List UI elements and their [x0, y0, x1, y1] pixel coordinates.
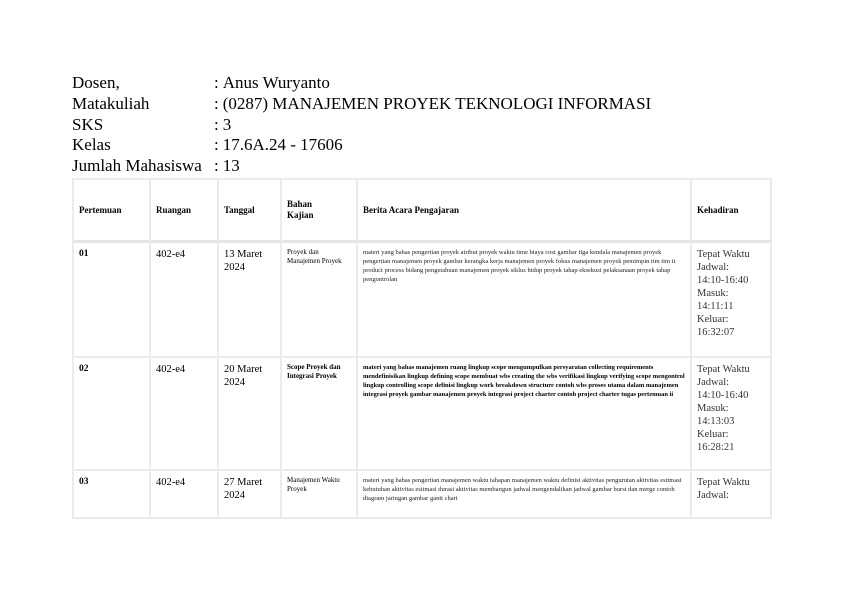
masuk-value: 14:11:11 [697, 301, 734, 312]
table-row [72, 358, 772, 471]
cell-ruangan: 402-e4 [151, 358, 219, 471]
separator: : [214, 93, 219, 113]
attendance-status: Tepat Waktu [697, 249, 750, 260]
separator: : [214, 156, 219, 176]
table-row [72, 243, 772, 358]
col-header-pertemuan: Pertemuan [72, 178, 151, 243]
jadwal-label: Jadwal: [697, 490, 730, 501]
masuk-label: Masuk: [697, 288, 729, 299]
jumlah-mahasiswa-value: 13 [222, 156, 240, 176]
matakuliah-label: Matakuliah [72, 93, 150, 113]
attendance-status: Tepat Waktu [697, 364, 750, 375]
jadwal-label: Jadwal: [697, 377, 730, 388]
cell-pertemuan: 02 [72, 358, 151, 471]
cell-tanggal: 13 Maret 2024 [219, 243, 282, 358]
col-header-berita-acara: Berita Acara Pengajaran [358, 178, 692, 243]
keluar-label: Keluar: [697, 314, 729, 325]
jadwal-label: Jadwal: [697, 262, 730, 273]
course-info-header [72, 73, 651, 177]
cell-kehadiran [692, 471, 772, 519]
masuk-label: Masuk: [697, 403, 729, 414]
cell-berita-acara: materi yang bahas pengertian proyek atribut proyek waktu time biaya cost gambar tiga kendala manajemen proyek pengertian manajemen proyek gambar kerangka kerja manajemen proyek fokus manajemen proyek pemimpin tim tim it product process bidang pengetahuan manajemen proyek siklus hidup proyek tahap eksekusi pelaksanaan proyek tahap pengontrolan [358, 243, 692, 358]
cell-tanggal: 20 Maret 2024 [219, 358, 282, 471]
cell-bahan-kajian: Proyek dan Manajemen Proyek [282, 243, 358, 358]
separator: : [214, 114, 219, 134]
cell-kehadiran [692, 358, 772, 471]
matakuliah-row [72, 94, 651, 115]
jadwal-value: 14:10-16:40 [697, 390, 749, 401]
separator: : [214, 135, 219, 155]
cell-ruangan: 402-e4 [151, 471, 219, 519]
col-header-bahan-kajian [282, 178, 358, 243]
cell-kehadiran [692, 243, 772, 358]
col-header-tanggal: Tanggal [219, 178, 282, 243]
jadwal-value: 14:10-16:40 [697, 275, 749, 286]
cell-bahan-kajian: Manajemen Waktu Proyek [282, 471, 358, 519]
kelas-row [72, 135, 651, 156]
sks-row [72, 115, 651, 136]
col-header-bahan-line1: Bahan [287, 199, 313, 209]
table-row [72, 471, 772, 519]
dosen-row [72, 73, 651, 94]
sks-label: SKS [72, 114, 104, 134]
keluar-value: 16:28:21 [697, 442, 735, 453]
matakuliah-value: (0287) MANAJEMEN PROYEK TEKNOLOGI INFORMASI [222, 93, 652, 113]
cell-tanggal: 27 Maret 2024 [219, 471, 282, 519]
jumlah-mahasiswa-label: Jumlah Mahasiswa [72, 156, 202, 176]
keluar-value: 16:32:07 [697, 327, 735, 338]
col-header-bahan-line2: Kajian [287, 210, 314, 220]
cell-bahan-kajian: Scope Proyek dan Integrasi Proyek [282, 358, 358, 471]
sks-value: 3 [222, 114, 232, 134]
cell-pertemuan: 03 [72, 471, 151, 519]
cell-ruangan: 402-e4 [151, 243, 219, 358]
col-header-kehadiran: Kehadiran [692, 178, 772, 243]
kelas-value: 17.6A.24 - 17606 [222, 135, 343, 155]
dosen-value: Anus Wuryanto [222, 73, 330, 92]
col-header-ruangan: Ruangan [151, 178, 219, 243]
masuk-value: 14:13:03 [697, 416, 735, 427]
separator: : [214, 73, 219, 92]
cell-berita-acara: materi yang bahas pengertian manajemen waktu tahapan manajemen waktu definisi aktivitas pengurutan aktivitas estimasi kebutuhan aktivitas estimasi durasi aktivitas membangun jadwal mengendalikan jadwal gambar burst dan merge contoh diagram jaringan gambar gantt chart [358, 471, 692, 519]
cell-pertemuan: 01 [72, 243, 151, 358]
jumlah-mahasiswa-row [72, 156, 651, 177]
dosen-label: Dosen, [72, 73, 120, 92]
cell-berita-acara: materi yang bahas manajemen ruang lingkup scope mengumpulkan persyaratan collecting requirements mendefinisikan lingkup defining scope membuat wbs creating the wbs verifikasi lingkup verifying scope mengontrol lingkup controlling scope definisi lingkup work breakdown structure contoh wbs proses utama dalam manajemen integrasi proyek gambar manajemen proyek integrasi project charter contoh project charter tugas pertemuan ii [358, 358, 692, 471]
attendance-status: Tepat Waktu [697, 477, 750, 488]
table-header-row [72, 178, 772, 243]
attendance-table [72, 178, 772, 519]
attendance-table-container [72, 178, 772, 519]
keluar-label: Keluar: [697, 429, 729, 440]
kelas-label: Kelas [72, 135, 111, 155]
